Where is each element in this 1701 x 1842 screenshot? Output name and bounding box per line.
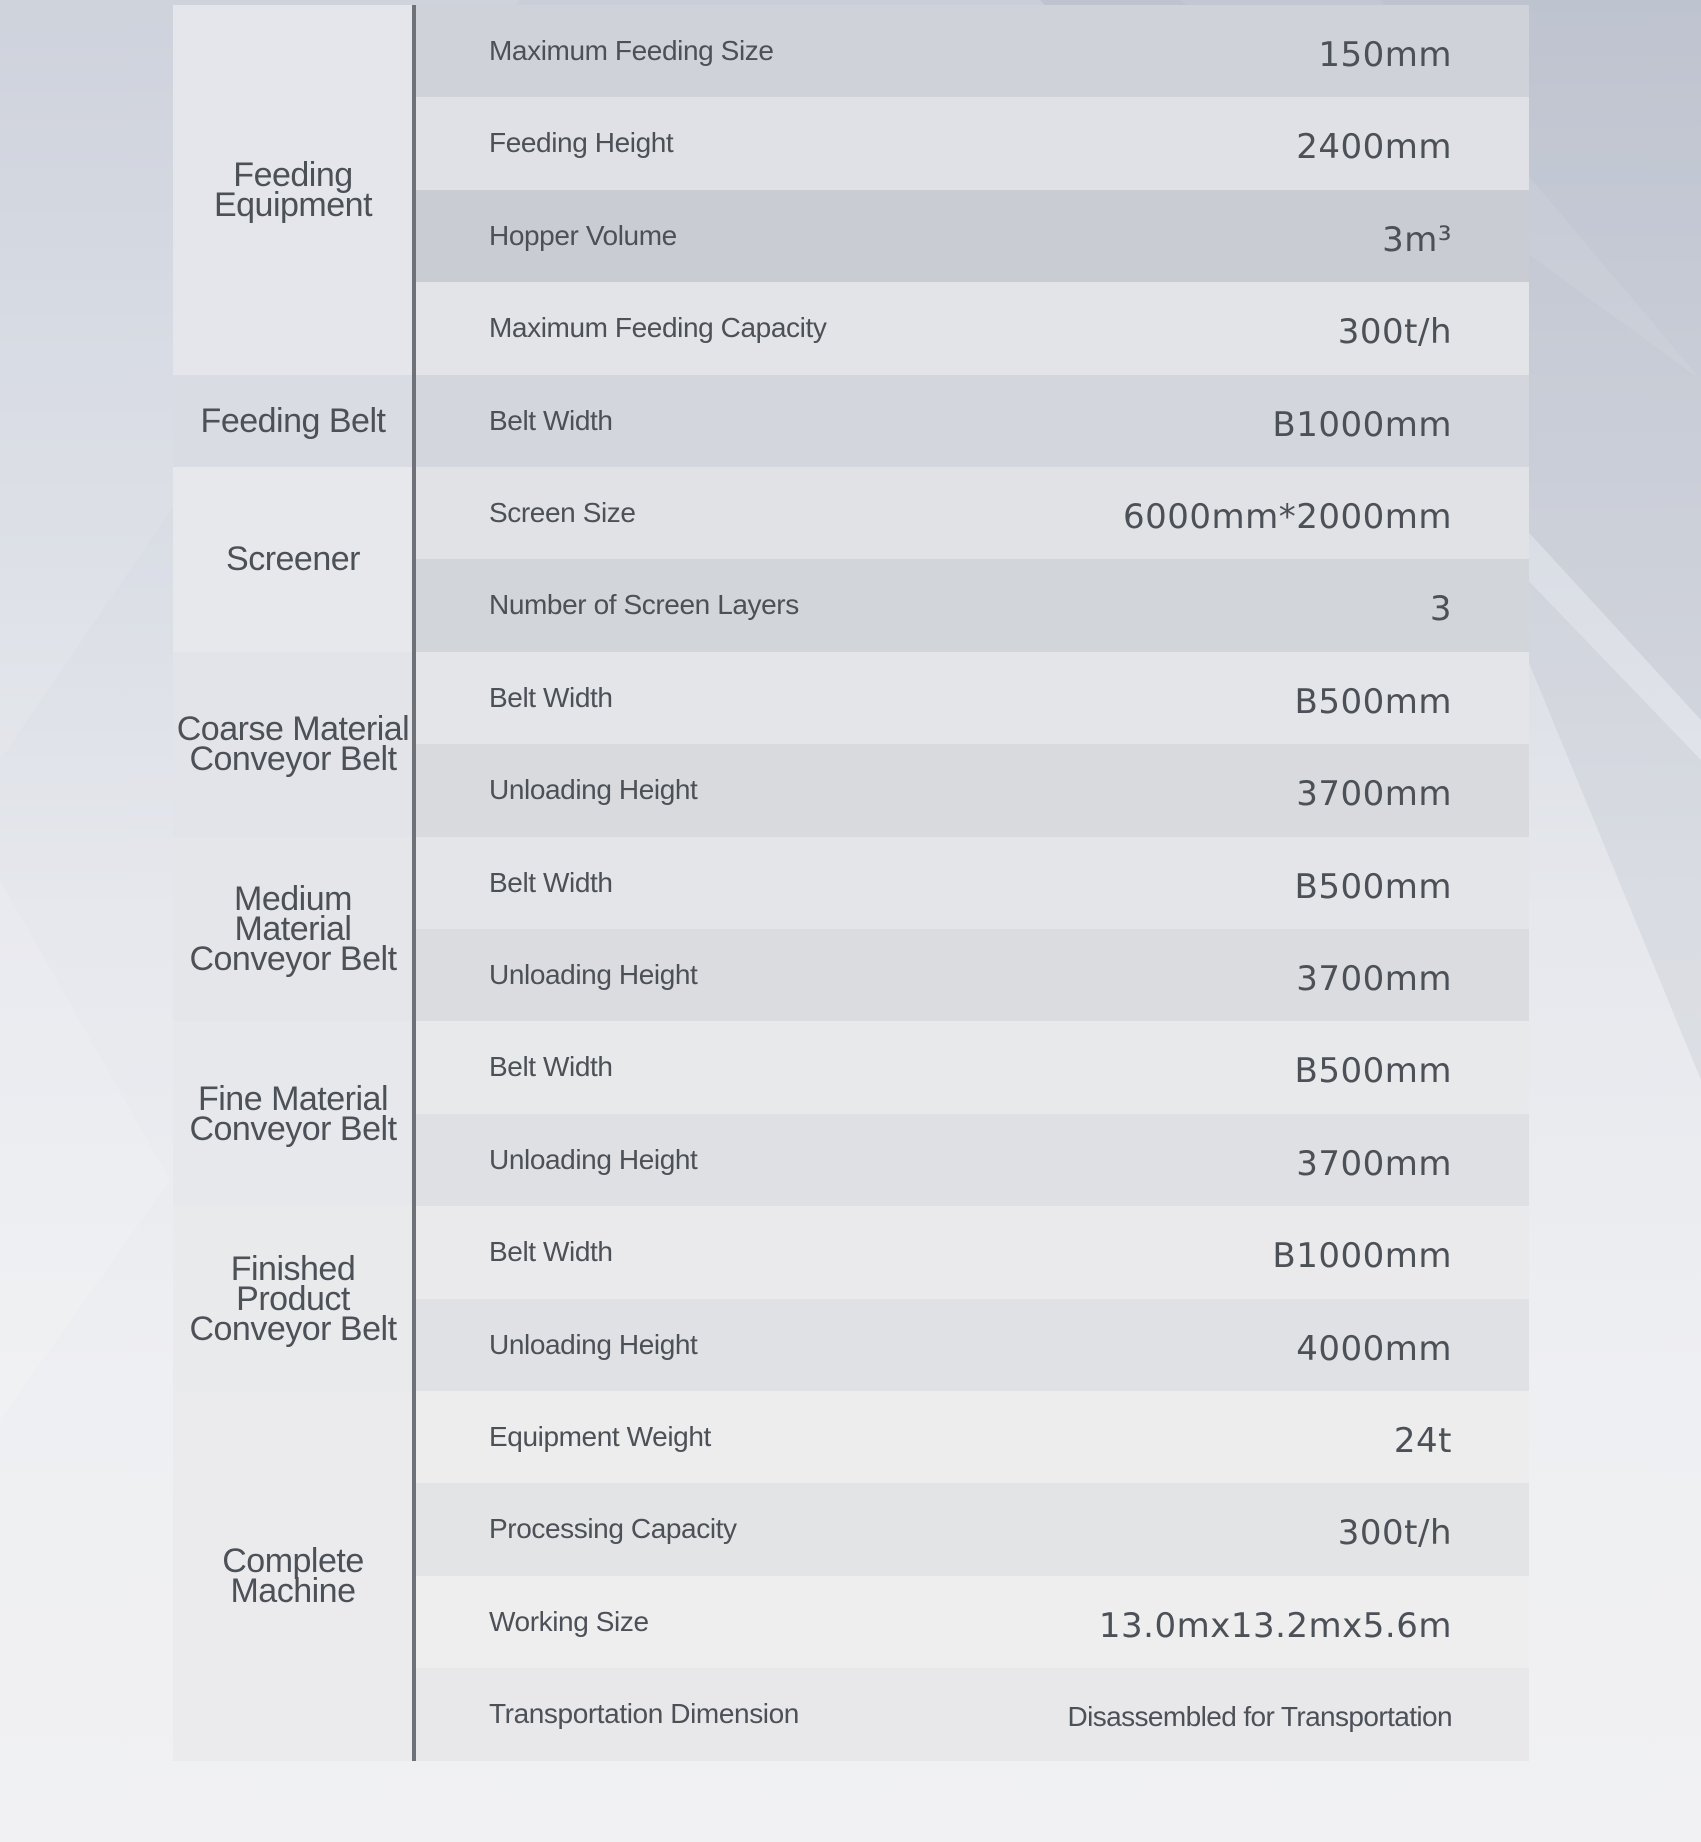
spec-label: Hopper Volume [489, 219, 677, 251]
spec-row [416, 1668, 1529, 1761]
spec-row [416, 652, 1529, 745]
spec-value: 24t [1393, 1421, 1452, 1461]
spec-label: Maximum Feeding Capacity [489, 312, 827, 344]
spec-label: Belt Width [489, 866, 613, 898]
spec-label: Screen Size [489, 497, 636, 528]
spec-row [416, 929, 1529, 1022]
spec-value: 3700mm [1296, 774, 1452, 815]
group-label: Medium Material Conveyor Belt [173, 837, 413, 1022]
spec-value: 4000mm [1296, 1328, 1452, 1369]
spec-label: Unloading Height [489, 1143, 698, 1175]
spec-value: 2400mm [1296, 127, 1452, 168]
spec-value: B1000mm [1272, 1236, 1452, 1277]
spec-label: Transportation Dimension [489, 1698, 799, 1730]
spec-row [416, 1299, 1529, 1392]
spec-row [416, 1114, 1529, 1207]
spec-value: 300t/h [1337, 312, 1452, 353]
spec-row [416, 467, 1529, 560]
spec-label: Belt Width [489, 681, 613, 713]
group-column [173, 5, 413, 1761]
spec-label: Number of Screen Layers [489, 589, 799, 621]
spec-value: 3 [1429, 589, 1452, 630]
group-label: Coarse Material Conveyor Belt [173, 652, 413, 837]
spec-row [416, 97, 1529, 190]
spec-label: Belt Width [489, 1236, 613, 1268]
spec-row [416, 1021, 1529, 1114]
spec-label: Feeding Height [489, 127, 674, 159]
spec-value: 3700mm [1296, 959, 1452, 999]
spec-value: B500mm [1294, 1051, 1452, 1092]
spec-row [416, 1483, 1529, 1576]
spec-label: Equipment Weight [489, 1421, 711, 1452]
spec-label: Unloading Height [489, 959, 698, 990]
spec-row [416, 1391, 1529, 1484]
spec-row [416, 744, 1529, 837]
spec-row [416, 282, 1529, 375]
spec-value: 150mm [1318, 35, 1452, 75]
rows-column [416, 5, 1529, 1761]
spec-value: 3m³ [1382, 219, 1452, 260]
group-label: Screener [173, 467, 413, 652]
spec-label: Processing Capacity [489, 1513, 737, 1545]
spec-value: 3700mm [1296, 1143, 1452, 1184]
spec-value: B500mm [1294, 866, 1452, 907]
group-label: Feeding Equipment [173, 5, 413, 375]
group-label: Feeding Belt [173, 375, 413, 467]
spec-value: 13.0mx13.2mx5.6m [1098, 1605, 1452, 1646]
spec-row [416, 1576, 1529, 1669]
spec-label: Belt Width [489, 404, 613, 436]
spec-label: Unloading Height [489, 1328, 698, 1360]
spec-table [173, 5, 1529, 1761]
spec-row [416, 837, 1529, 930]
spec-value: 300t/h [1337, 1513, 1452, 1554]
spec-value: B1000mm [1272, 404, 1452, 445]
spec-row [416, 375, 1529, 468]
spec-row [416, 1206, 1529, 1299]
spec-label: Unloading Height [489, 774, 698, 806]
spec-value: B500mm [1294, 681, 1452, 722]
spec-value: 6000mm*2000mm [1122, 497, 1452, 537]
spec-label: Maximum Feeding Size [489, 35, 774, 66]
spec-row [416, 559, 1529, 652]
group-label: Complete Machine [173, 1391, 413, 1761]
group-label: Fine Material Conveyor Belt [173, 1021, 413, 1206]
spec-row [416, 190, 1529, 283]
spec-row [416, 5, 1529, 98]
spec-value: Disassembled for Transportation [1067, 1701, 1452, 1733]
spec-label: Working Size [489, 1605, 649, 1637]
group-label: Finished Product Conveyor Belt [173, 1206, 413, 1391]
spec-label: Belt Width [489, 1051, 613, 1083]
